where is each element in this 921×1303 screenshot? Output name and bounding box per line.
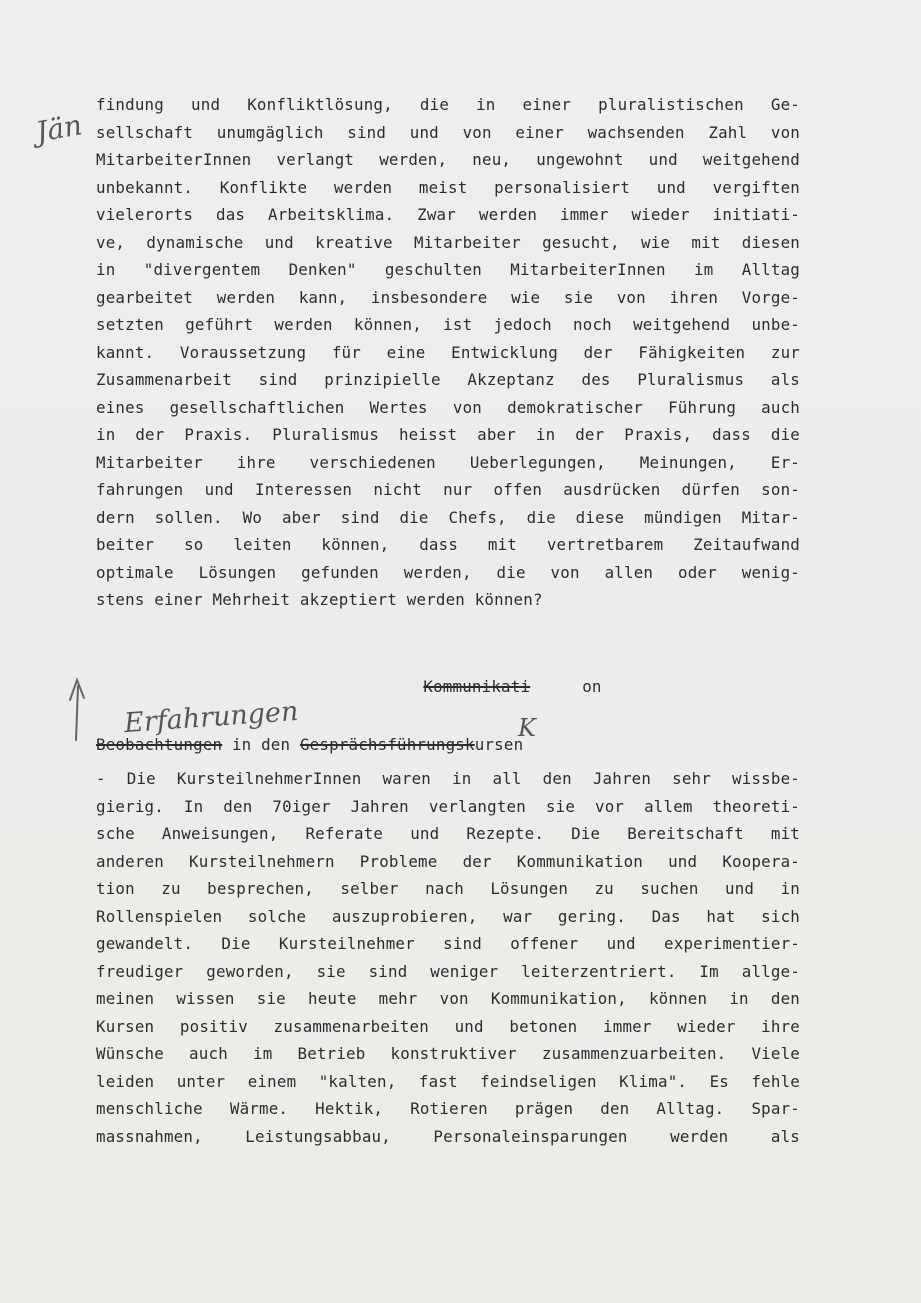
subheading-text-2: ursen [474,735,524,754]
text-line: Wünsche auch im Betrieb konstruktiver zusammenzuarbeiten. Viele [96,1044,800,1063]
text-line: gearbeitet werden kann, insbesondere wie sie von ihren Vorge- [96,287,800,307]
text-line: vielerorts das Arbeitsklima. Zwar werden immer wieder initiati- [96,205,800,224]
text-line: kannt. Voraussetzung für eine Entwicklung der Fähigkeiten zur [96,342,800,362]
text-line: unbekannt. Konflikte werden meist personalisiert und vergiften [96,177,800,197]
handwritten-letter: K [518,714,536,742]
text-line: setzten geführt werden können, ist jedoch noch weitgehend unbe- [96,315,800,334]
text-line: Zusammenarbeit sind prinzipielle Akzeptanz des Pluralismus als [96,370,800,389]
handwritten-margin-note: Jän [33,108,85,149]
subheading-text-1: in den [222,735,300,754]
text-line: leiden unter einem "kalten, fast feindseligen Klima". Es fehle [96,1071,800,1091]
text-line: MitarbeiterInnen verlangt werden, neu, ungewohnt und weitgehend [96,150,800,169]
text-line: freudiger geworden, sie sind weniger leiterzentriert. Im allge- [96,961,800,981]
text-line: Mitarbeiter ihre verschiedenen Ueberlegungen, Meinungen, Er- [96,452,800,472]
text-line: massnahmen, Leistungsabbau, Personaleinsparungen werden als [96,1126,800,1146]
text-line: in "divergentem Denken" geschulten MitarbeiterInnen im Alltag [96,260,800,279]
text-line: findung und Konfliktlösung, die in einer pluralistischen Ge- [96,95,800,114]
text-line: gewandelt. Die Kursteilnehmer sind offener und experimentier- [96,934,800,953]
paragraph-1 [96,91,800,614]
subheading-struck-2: Gesprächsführungsk [299,735,475,754]
handwritten-insertion: Erfahrungen [123,695,300,740]
text-line: ve, dynamische und kreative Mitarbeiter gesucht, wie mit diesen [96,232,800,252]
text-line: in der Praxis. Pluralismus heisst aber in der Praxis, dass die [96,425,800,444]
text-line: sellschaft unumgäglich sind und von einer wachsenden Zahl von [96,122,800,142]
text-line: anderen Kursteilnehmern Probleme der Kommunikation und Koopera- [96,851,800,871]
section-subheading [96,731,523,759]
text-line: Rollenspielen solche auszuprobieren, war gering. Das hat sich [96,906,800,926]
text-line: dern sollen. Wo aber sind die Chefs, die diese mündigen Mitar- [96,507,800,527]
text-line: Kursen positiv zusammenarbeiten und betonen immer wieder ihre [96,1016,800,1036]
subheading-struck-1: Beobachtungen [96,735,223,754]
heading-struck-text: Kommunikati [423,677,531,696]
text-line: sche Anweisungen, Referate und Rezepte. Die Bereitschaft mit [96,824,800,843]
text-line: tion zu besprechen, selber nach Lösungen zu suchen und in [96,879,800,898]
text-line: fahrungen und Interessen nicht nur offen ausdrücken dürfen son- [96,480,800,499]
section-heading [0,673,921,701]
text-line: - Die KursteilnehmerInnen waren in all den Jahren sehr wissbe- [96,769,800,788]
text-line: menschliche Wärme. Hektik, Rotieren prägen den Alltag. Spar- [96,1099,800,1118]
heading-text: on [582,677,602,696]
text-line: optimale Lösungen gefunden werden, die von allen oder wenig- [96,562,800,582]
paragraph-2 [96,765,800,1150]
text-line: stens einer Mehrheit akzeptiert werden können? [96,590,543,609]
text-line: meinen wissen sie heute mehr von Kommunikation, können in den [96,989,800,1008]
text-line: beiter so leiten können, dass mit vertretbarem Zeitaufwand [96,535,800,554]
text-line: eines gesellschaftlichen Wertes von demokratischer Führung auch [96,397,800,417]
text-line: gierig. In den 70iger Jahren verlangten sie vor allem theoreti- [96,796,800,816]
pencil-arrow-icon [62,676,96,742]
